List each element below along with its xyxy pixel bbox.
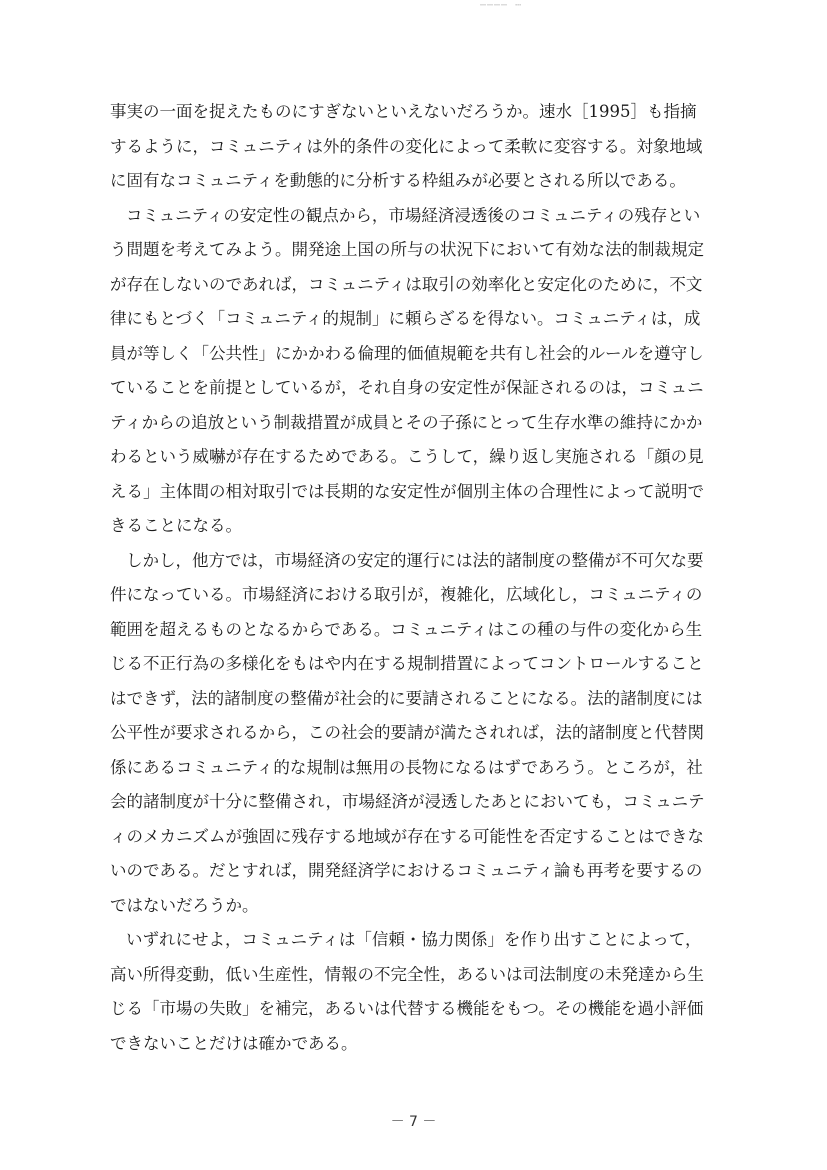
text-line: 律にもとづく「コミュニティ的規制」に頼らざるを得ない。コミュニティは，成 <box>110 309 701 328</box>
paragraph-3 <box>110 544 750 924</box>
text-line: 件になっている。市場経済における取引が，複雑化，広域化し，コミュニティの <box>110 585 703 604</box>
text-line: ティからの追放という制裁措置が成員とその子孫にとって生存水準の維持にかか <box>110 412 703 432</box>
text-line: きることになる。 <box>110 516 242 535</box>
text-line: できないことだけは確かである。 <box>110 1033 358 1053</box>
text-line: 公平性が要求されるから，この社会的要請が満たされれば，法的諸制度と代替関 <box>110 723 704 742</box>
text-line: しかし，他方では，市場経済の安定的運行には法的諸制度の整備が不可欠な要 <box>126 550 704 570</box>
text-line: 員が等しく「公共性」にかかわる倫理的価値規範を共有し社会的ルールを遵守し <box>110 343 704 363</box>
text-line: ていることを前提としているが，それ自身の安定性が保証されるのは，コミュニ <box>110 378 704 397</box>
paragraph-2 <box>110 199 750 544</box>
scan-top-marks: ⋯⋯⋯⋯ ⋯ <box>480 0 523 11</box>
body-text <box>110 95 750 1061</box>
text-line: 会的諸制度が十分に整備され，市場経済が浸透したあとにおいても，コミュニテ <box>110 792 705 811</box>
text-line: う問題を考えてみよう。開発途上国の所与の状況下において有効な法的制裁規定 <box>110 240 704 259</box>
text-line: 係にあるコミュニティ的な規制は無用の長物になるはずであろう。ところが，社 <box>110 757 703 777</box>
text-line: はできず，法的諸制度の整備が社会的に要請されることになる。法的諸制度には <box>110 688 703 708</box>
text-line: 高い所得変動，低い生産性，情報の不完全性，あるいは司法制度の未発達から生 <box>110 964 704 984</box>
text-line: 範囲を超えるものとなるからである。コミュニティはこの種の与件の変化から生 <box>110 619 703 639</box>
text-line: いのである。だとすれば，開発経済学におけるコミュニティ論も再考を要するの <box>110 861 703 880</box>
paragraph-4 <box>110 923 750 1061</box>
text-line: じる「市場の失敗」を補完，あるいは代替する機能をもつ。その機能を過小評価 <box>110 999 704 1018</box>
text-line: じる不正行為の多様化をもはや内在する規制措置によってコントロールすること <box>110 654 704 673</box>
text-line: コミュニティの安定性の観点から，市場経済浸透後のコミュニティの残存とい <box>126 205 701 225</box>
text-line: ではないだろうか。 <box>110 895 259 915</box>
text-line: が存在しないのであれば，コミュニティは取引の効率化と安定化のために，不文 <box>110 274 703 294</box>
text-line: ィのメカニズムが強固に残存する地域が存在する可能性を否定することはできな <box>110 826 704 846</box>
text-line: いずれにせよ，コミュニティは「信頼・協力関係」を作り出すことによって， <box>126 930 702 949</box>
text-line: するように，コミュニティは外的条件の変化によって柔軟に変容する。対象地域 <box>110 136 703 156</box>
text-line: に固有なコミュニティを動態的に分析する枠組みが必要とされる所以である。 <box>110 171 686 190</box>
text-line: える」主体間の相対取引では長期的な安定性が個別主体の合理性によって説明で <box>110 481 704 501</box>
page-number: － 7 － <box>390 1114 437 1130</box>
text-line: 事実の一面を捉えたものにすぎないといえないだろうか。速水［1995］も指摘 <box>110 102 697 121</box>
paragraph-1 <box>110 95 750 199</box>
text-line: わるという威嚇が存在するためである。こうして，繰り返し実施される「顔の見 <box>110 447 704 466</box>
